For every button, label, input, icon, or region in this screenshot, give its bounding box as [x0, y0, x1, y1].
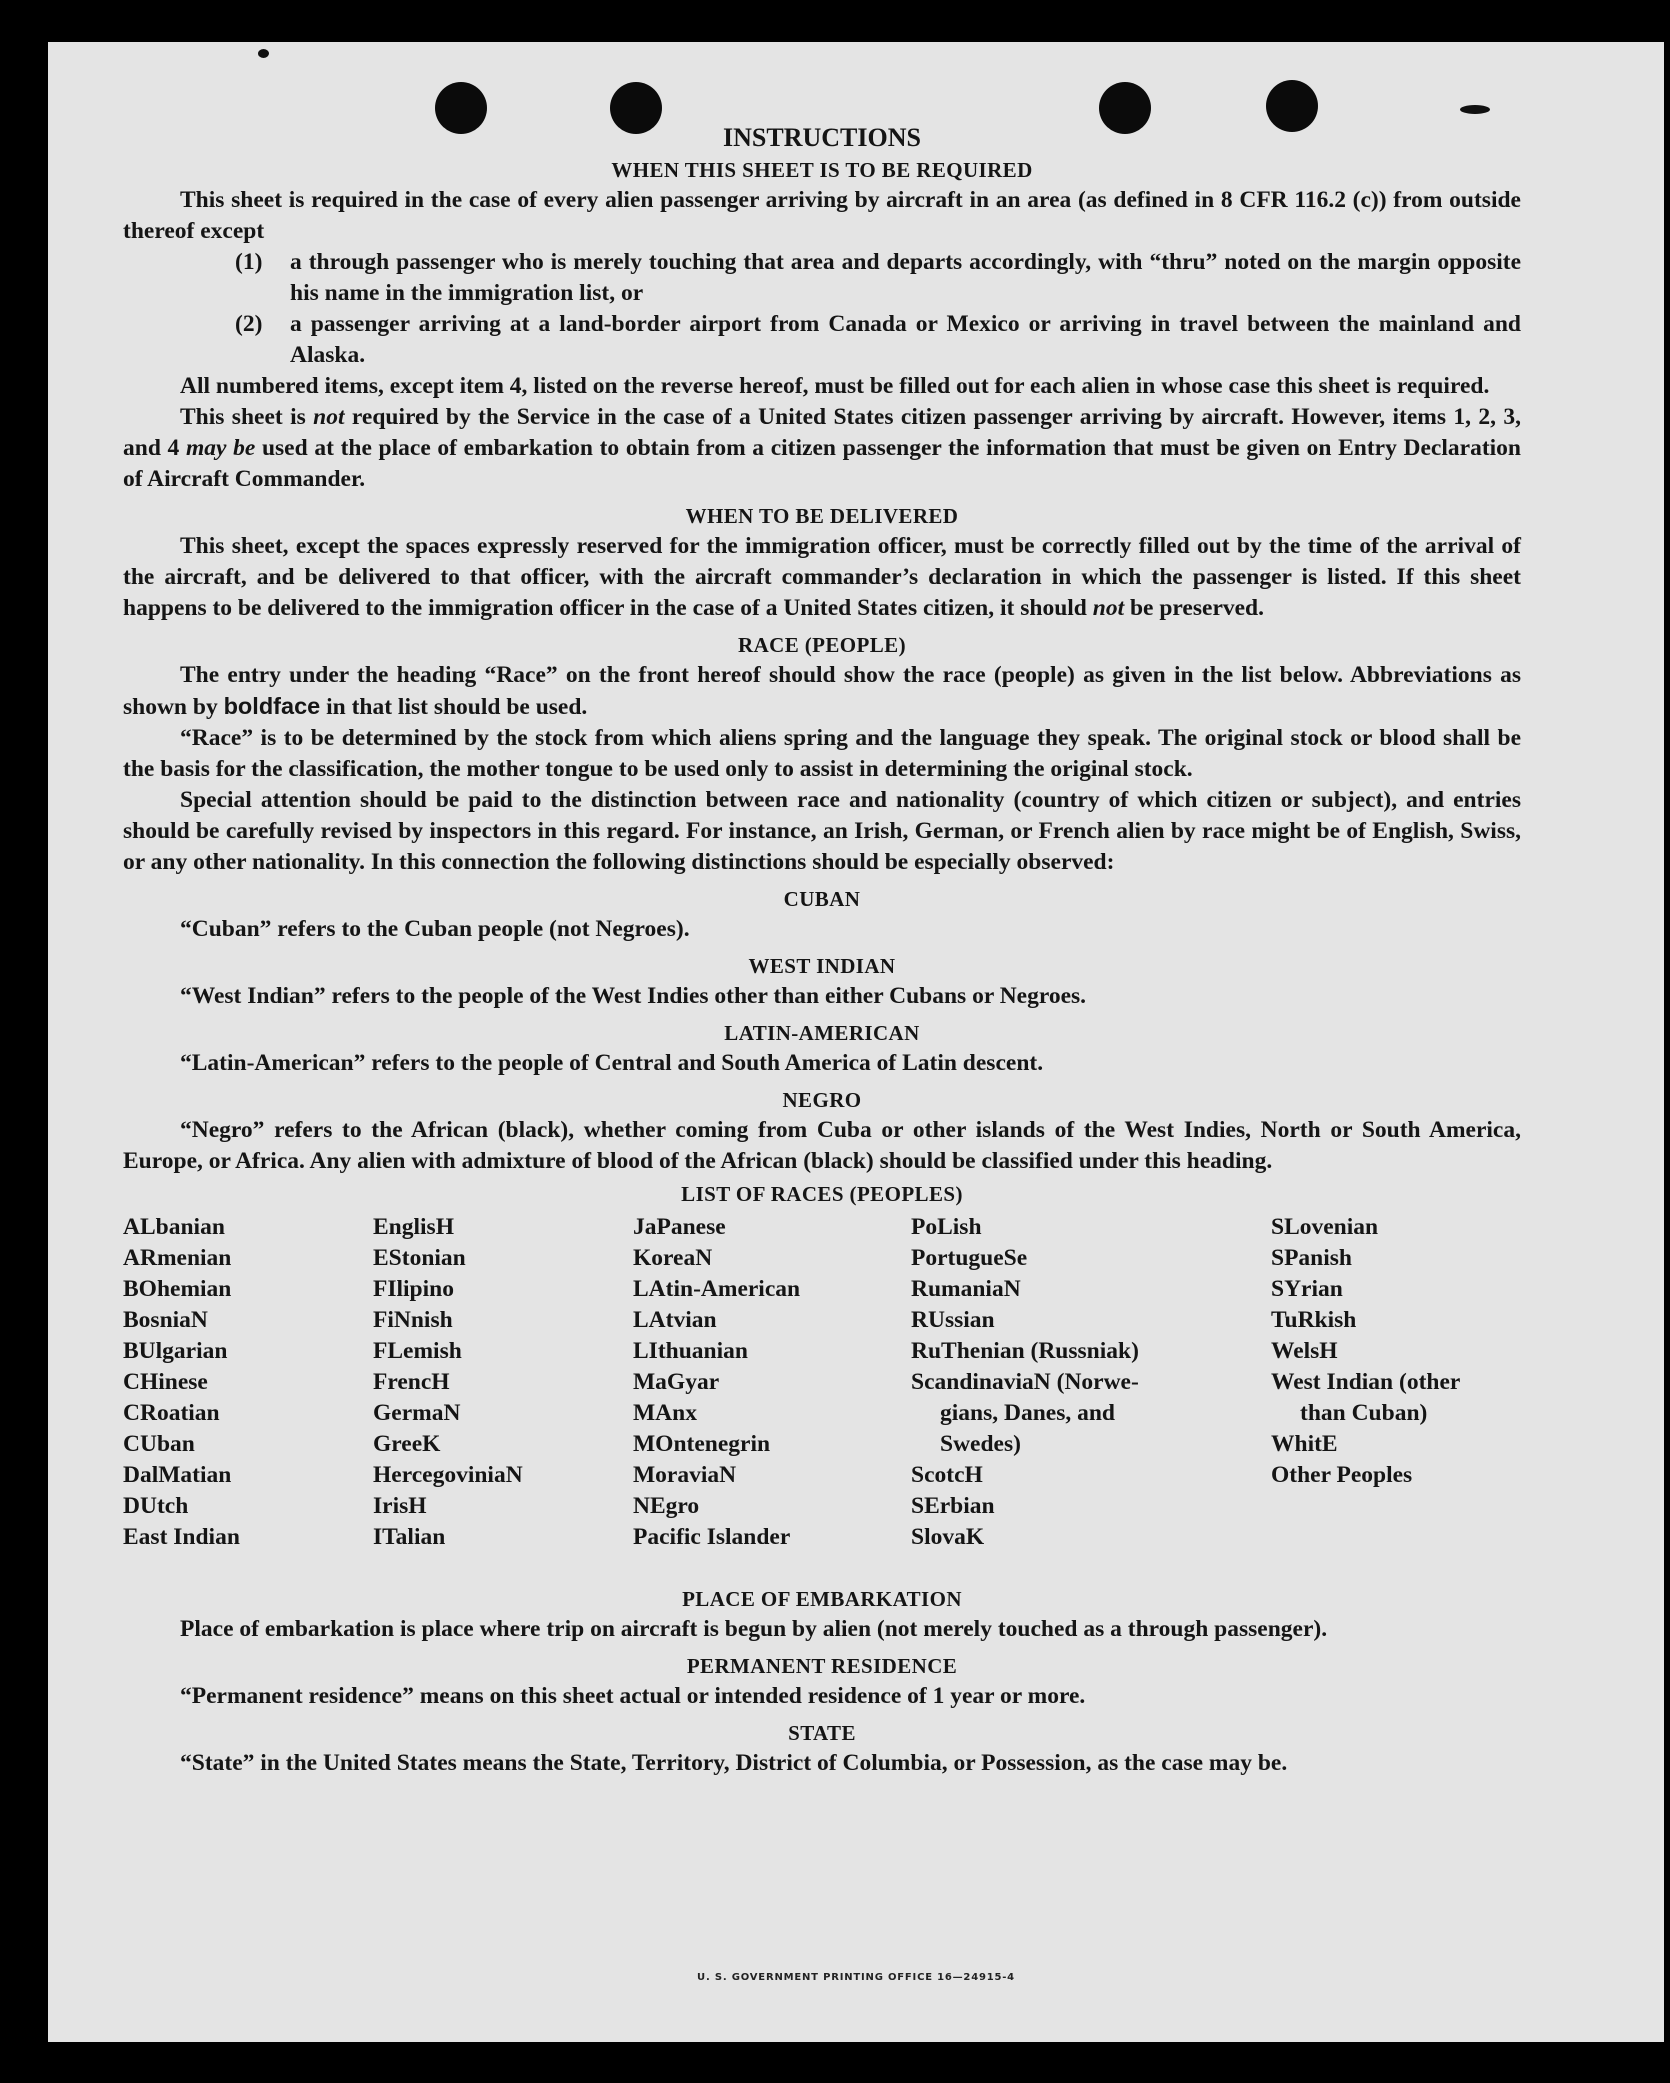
list-item: SPanish [1271, 1245, 1352, 1271]
paragraph: This sheet is required in the case of every alien passenger arriving by aircraft in an area (as defined in 8 CFR 116.2 (c)) from outside thereof except [123, 187, 1521, 244]
list-item: DUtch [123, 1493, 189, 1519]
list-item: ALbanian [123, 1214, 225, 1240]
paragraph: Special attention should be paid to the distinction between race and nationality (country of which citizen or subject), and entries should be carefully revised by inspectors in this regard. For instance, an Irish, German, or French alien by race might be of English, Swiss, or any other nationality. In this connection the following distinctions should be especially observed: [123, 787, 1521, 875]
paragraph: “Cuban” refers to the Cuban people (not Negroes). [180, 916, 690, 942]
list-item: FIlipino [373, 1276, 454, 1302]
list-item: FiNnish [373, 1307, 453, 1333]
list-item: EnglisH [373, 1214, 454, 1240]
list-item: LIthuanian [633, 1338, 748, 1364]
list-item: BUlgarian [123, 1338, 228, 1364]
ink-speck [1460, 105, 1490, 114]
list-item: JaPanese [633, 1214, 726, 1240]
list-item: ITalian [373, 1524, 446, 1550]
paragraph: All numbered items, except item 4, listed on the reverse hereof, must be filled out for each alien in whose case this sheet is required. [180, 373, 1490, 399]
list-item: GermaN [373, 1400, 461, 1426]
list-item: ScandinaviaN (Norwe- [911, 1369, 1139, 1395]
list-item: (1) a through passenger who is merely touching that area and departs accordingly, with “thru” noted on the margin opposite his name in the immigration list, or [235, 249, 1521, 306]
list-item: BOhemian [123, 1276, 232, 1302]
list-item: DalMatian [123, 1462, 232, 1488]
list-item: West Indian (other [1271, 1369, 1461, 1395]
list-item: KoreaN [633, 1245, 713, 1271]
list-item: Pacific Islander [633, 1524, 791, 1550]
race-column [911, 1212, 1193, 1553]
list-item: PortugueSe [911, 1245, 1028, 1271]
section-heading: CUBAN [783, 887, 861, 911]
paragraph: “West Indian” refers to the people of the West Indies other than either Cubans or Negroes. [180, 983, 1087, 1009]
list-item: LAtvian [633, 1307, 717, 1333]
race-column [633, 1212, 800, 1553]
list-item: IrisH [373, 1493, 427, 1519]
section-heading: LATIN-AMERICAN [724, 1021, 920, 1045]
section-heading: WHEN THIS SHEET IS TO BE REQUIRED [611, 158, 1033, 182]
list-item: (2) a passenger arriving at a land-border airport from Canada or Mexico or arriving in travel between the mainland and Alaska. [235, 311, 1521, 368]
race-column [123, 1212, 240, 1553]
list-item: MoraviaN [633, 1462, 737, 1488]
section-heading: NEGRO [782, 1088, 862, 1112]
list-item: EStonian [373, 1245, 466, 1271]
list-item: CRoatian [123, 1400, 220, 1426]
paragraph: This sheet is not required by the Service in the case of a United States citizen passenger arriving by aircraft. However, items 1, 2, 3, and 4 may be used at the place of embarkation to obtain from a citizen passenger the information that must be given on Entry Declaration of Aircraft Commander. [123, 404, 1522, 492]
race-column [373, 1212, 523, 1553]
list-item: SlovaK [911, 1524, 985, 1550]
paragraph: “Race” is to be determined by the stock from which aliens spring and the language they speak. The original stock or blood shall be the basis for the classification, the mother tongue to be used only to assist in determining the original stock. [123, 725, 1521, 782]
section-heading: WEST INDIAN [748, 954, 896, 978]
page-title: INSTRUCTIONS [723, 123, 921, 152]
list-item: LAtin-American [633, 1276, 801, 1302]
list-item: CHinese [123, 1369, 208, 1395]
list-item: ScotcH [911, 1462, 983, 1488]
list-item: BosniaN [123, 1307, 208, 1333]
list-item: SLovenian [1271, 1214, 1379, 1240]
list-item: WhitE [1271, 1431, 1338, 1457]
list-item: FLemish [373, 1338, 462, 1364]
list-item: GreeK [373, 1431, 441, 1457]
list-item: FrencH [373, 1369, 450, 1395]
paragraph: This sheet, except the spaces expressly reserved for the immigration officer, must be correctly filled out by the time of the arrival of the aircraft, and be delivered to that officer, with the aircraft commander’s declaration in which the passenger is listed. If this sheet happens to be delivered to the immigration officer in the case of a United States citizen, it should not be preserved. [123, 533, 1521, 621]
paragraph: “Negro” refers to the African (black), whether coming from Cuba or other islands of the West Indies, North or South America, Europe, or Africa. Any alien with admixture of blood of the African (black) should be classified under this heading. [123, 1117, 1521, 1174]
section-heading: PLACE OF EMBARKATION [682, 1587, 962, 1611]
list-item: RumaniaN [911, 1276, 1021, 1302]
section-heading: RACE (PEOPLE) [738, 633, 906, 657]
paragraph: “Permanent residence” means on this sheet actual or intended residence of 1 year or more. [180, 1683, 1086, 1709]
paragraph: Place of embarkation is place where trip on aircraft is begun by alien (not merely touched as a through passenger). [180, 1616, 1328, 1642]
section-heading: STATE [788, 1721, 856, 1745]
paragraph: The entry under the heading “Race” on the front hereof should show the race (people) as given in the list below. Abbreviations as shown by boldface in that list should be used. [123, 662, 1521, 720]
list-item: gians, Danes, and [940, 1400, 1115, 1426]
list-item: HercegoviniaN [373, 1462, 523, 1488]
list-item: Other Peoples [1271, 1462, 1413, 1488]
list-item: TuRkish [1271, 1307, 1357, 1333]
paragraph: “Latin-American” refers to the people of Central and South America of Latin descent. [180, 1050, 1044, 1076]
list-item: CUban [123, 1431, 195, 1457]
ink-speck [258, 49, 269, 58]
list-item: MaGyar [633, 1369, 720, 1395]
list-item: than Cuban) [1300, 1400, 1428, 1426]
race-list [123, 1212, 1521, 1578]
list-item: MOntenegrin [633, 1431, 771, 1457]
list-item: RuThenian (Russniak) [911, 1338, 1139, 1364]
list-item: SErbian [911, 1493, 995, 1519]
section-heading: LIST OF RACES (PEOPLES) [681, 1182, 963, 1206]
list-item: NEgro [633, 1493, 700, 1519]
list-item: Swedes) [940, 1431, 1021, 1457]
list-item: East Indian [123, 1524, 240, 1550]
section-heading: PERMANENT RESIDENCE [686, 1654, 958, 1678]
list-item: PoLish [911, 1214, 982, 1240]
instructions-content [123, 122, 1521, 1779]
list-item: MAnx [633, 1400, 697, 1426]
list-item: SYrian [1271, 1276, 1343, 1302]
printer-imprint: U. S. GOVERNMENT PRINTING OFFICE 16—24915-4 [697, 1972, 1015, 1983]
list-item: RUssian [911, 1307, 995, 1333]
form-sheet [48, 42, 1664, 2042]
section-heading: WHEN TO BE DELIVERED [685, 504, 959, 528]
paragraph: “State” in the United States means the State, Territory, District of Columbia, or Possession, as the case may be. [180, 1750, 1288, 1776]
list-item: WelsH [1271, 1338, 1338, 1364]
list-item: ARmenian [123, 1245, 232, 1271]
race-column [1271, 1212, 1521, 1491]
